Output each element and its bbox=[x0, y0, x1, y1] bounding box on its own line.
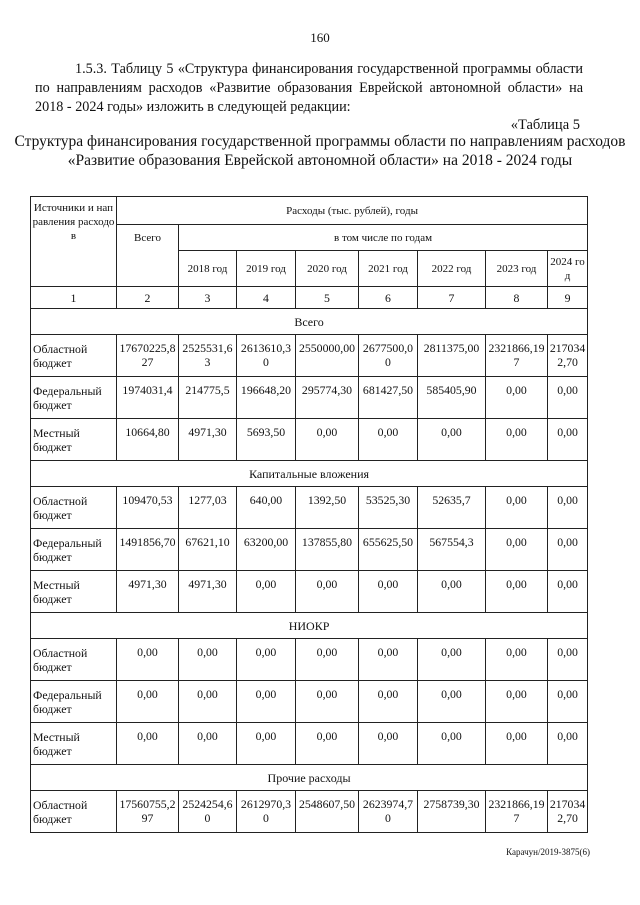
value-cell: 0,00 bbox=[486, 487, 548, 529]
table-row bbox=[31, 723, 588, 765]
column-number: 4 bbox=[237, 287, 296, 309]
page-number: 160 bbox=[310, 30, 330, 45]
section-title: Всего bbox=[31, 309, 588, 335]
value-cell: 1392,50 bbox=[296, 487, 359, 529]
value-cell: 655625,50 bbox=[359, 529, 418, 571]
value-cell: 4971,30 bbox=[117, 571, 179, 613]
section-row bbox=[31, 765, 588, 791]
document-footer: Карачун/2019-3875(6) bbox=[506, 847, 590, 857]
value-cell: 0,00 bbox=[359, 681, 418, 723]
source-cell: Областной бюджет bbox=[31, 791, 117, 833]
value-cell: 0,00 bbox=[296, 639, 359, 681]
source-cell: Федеральный бюджет bbox=[31, 529, 117, 571]
column-number: 6 bbox=[359, 287, 418, 309]
value-cell: 1491856,70 bbox=[117, 529, 179, 571]
value-cell: 0,00 bbox=[117, 723, 179, 765]
value-cell: 214775,5 bbox=[179, 377, 237, 419]
value-cell: 2321866,197 bbox=[486, 335, 548, 377]
source-cell: Местный бюджет bbox=[31, 419, 117, 461]
column-number: 2 bbox=[117, 287, 179, 309]
value-cell: 0,00 bbox=[237, 723, 296, 765]
value-cell: 1277,03 bbox=[179, 487, 237, 529]
value-cell: 0,00 bbox=[117, 639, 179, 681]
value-cell: 0,00 bbox=[486, 419, 548, 461]
value-cell: 567554,3 bbox=[418, 529, 486, 571]
column-number: 9 bbox=[548, 287, 588, 309]
year-header: 2019 год bbox=[237, 251, 296, 287]
value-cell: 0,00 bbox=[296, 723, 359, 765]
value-cell: 63200,00 bbox=[237, 529, 296, 571]
value-cell: 0,00 bbox=[237, 571, 296, 613]
section-title: Капитальные вложения bbox=[31, 461, 588, 487]
source-cell: Местный бюджет bbox=[31, 571, 117, 613]
value-cell: 53525,30 bbox=[359, 487, 418, 529]
table-row bbox=[31, 529, 588, 571]
value-cell: 2758739,30 bbox=[418, 791, 486, 833]
value-cell: 10664,80 bbox=[117, 419, 179, 461]
value-cell: 585405,90 bbox=[418, 377, 486, 419]
value-cell: 0,00 bbox=[548, 723, 588, 765]
value-cell: 0,00 bbox=[486, 681, 548, 723]
value-cell: 196648,20 bbox=[237, 377, 296, 419]
value-cell: 67621,10 bbox=[179, 529, 237, 571]
value-cell: 2321866,197 bbox=[486, 791, 548, 833]
column-number: 1 bbox=[31, 287, 117, 309]
table-caption: Структура финансирования государственной программы области по направлениям расходов «Развитие образования Еврейской автономной области» на 2018 - 2024 годы bbox=[14, 133, 626, 169]
year-header: 2024 год bbox=[548, 251, 588, 287]
section-row bbox=[31, 613, 588, 639]
value-cell: 17670225,827 bbox=[117, 335, 179, 377]
table-row bbox=[31, 791, 588, 833]
year-header: 2023 год bbox=[486, 251, 548, 287]
source-cell: Федеральный бюджет bbox=[31, 681, 117, 723]
value-cell: 5693,50 bbox=[237, 419, 296, 461]
value-cell: 17560755,297 bbox=[117, 791, 179, 833]
column-number: 7 bbox=[418, 287, 486, 309]
value-cell: 0,00 bbox=[548, 377, 588, 419]
table-row bbox=[31, 571, 588, 613]
year-header: 2018 год bbox=[179, 251, 237, 287]
source-cell: Федеральный бюджет bbox=[31, 377, 117, 419]
value-cell: 0,00 bbox=[359, 639, 418, 681]
value-cell: 0,00 bbox=[418, 571, 486, 613]
value-cell: 0,00 bbox=[359, 419, 418, 461]
section-row bbox=[31, 461, 588, 487]
value-cell: 137855,80 bbox=[296, 529, 359, 571]
value-cell: 2613610,30 bbox=[237, 335, 296, 377]
value-cell: 0,00 bbox=[296, 681, 359, 723]
year-header: 2021 год bbox=[359, 251, 418, 287]
section-title: НИОКР bbox=[31, 613, 588, 639]
section-row bbox=[31, 309, 588, 335]
value-cell: 2548607,50 bbox=[296, 791, 359, 833]
value-cell: 681427,50 bbox=[359, 377, 418, 419]
value-cell: 2612970,30 bbox=[237, 791, 296, 833]
value-cell: 0,00 bbox=[296, 419, 359, 461]
value-cell: 2623974,70 bbox=[359, 791, 418, 833]
source-cell: Областной бюджет bbox=[31, 487, 117, 529]
value-cell: 0,00 bbox=[179, 639, 237, 681]
value-cell: 295774,30 bbox=[296, 377, 359, 419]
value-cell: 0,00 bbox=[548, 571, 588, 613]
table-row bbox=[31, 377, 588, 419]
source-cell: Областной бюджет bbox=[31, 335, 117, 377]
value-cell: 0,00 bbox=[359, 723, 418, 765]
value-cell: 2677500,00 bbox=[359, 335, 418, 377]
value-cell: 0,00 bbox=[237, 681, 296, 723]
table-row bbox=[31, 681, 588, 723]
source-cell: Областной бюджет bbox=[31, 639, 117, 681]
value-cell: 2170342,70 bbox=[548, 791, 588, 833]
value-cell: 640,00 bbox=[237, 487, 296, 529]
value-cell: 0,00 bbox=[179, 723, 237, 765]
value-cell: 0,00 bbox=[296, 571, 359, 613]
financing-table bbox=[30, 196, 588, 833]
section-title: Прочие расходы bbox=[31, 765, 588, 791]
value-cell: 52635,7 bbox=[418, 487, 486, 529]
column-number: 3 bbox=[179, 287, 237, 309]
column-number: 8 bbox=[486, 287, 548, 309]
value-cell: 0,00 bbox=[486, 529, 548, 571]
value-cell: 0,00 bbox=[548, 419, 588, 461]
source-cell: Местный бюджет bbox=[31, 723, 117, 765]
value-cell: 0,00 bbox=[418, 681, 486, 723]
value-cell: 2524254,60 bbox=[179, 791, 237, 833]
table-row bbox=[31, 419, 588, 461]
value-cell: 0,00 bbox=[486, 377, 548, 419]
year-header: 2022 год bbox=[418, 251, 486, 287]
table-row bbox=[31, 639, 588, 681]
table-row bbox=[31, 335, 588, 377]
value-cell: 1974031,4 bbox=[117, 377, 179, 419]
value-cell: 4971,30 bbox=[179, 571, 237, 613]
value-cell: 4971,30 bbox=[179, 419, 237, 461]
value-cell: 0,00 bbox=[548, 487, 588, 529]
value-cell: 0,00 bbox=[418, 723, 486, 765]
value-cell: 2550000,00 bbox=[296, 335, 359, 377]
value-cell: 0,00 bbox=[117, 681, 179, 723]
value-cell: 0,00 bbox=[548, 681, 588, 723]
column-number: 5 bbox=[296, 287, 359, 309]
value-cell: 0,00 bbox=[418, 419, 486, 461]
value-cell: 0,00 bbox=[237, 639, 296, 681]
source-header: Источники и направления расходов bbox=[31, 197, 117, 287]
value-cell: 0,00 bbox=[548, 639, 588, 681]
value-cell: 0,00 bbox=[359, 571, 418, 613]
table-row bbox=[31, 487, 588, 529]
expenses-header: Расходы (тыс. рублей), годы bbox=[117, 197, 588, 225]
value-cell: 0,00 bbox=[548, 529, 588, 571]
value-cell: 2811375,00 bbox=[418, 335, 486, 377]
total-header: Всего bbox=[117, 225, 179, 287]
value-cell: 0,00 bbox=[179, 681, 237, 723]
table-label: «Таблица 5 bbox=[510, 117, 580, 133]
value-cell: 0,00 bbox=[486, 571, 548, 613]
value-cell: 0,00 bbox=[486, 639, 548, 681]
value-cell: 2170342,70 bbox=[548, 335, 588, 377]
value-cell: 2525531,63 bbox=[179, 335, 237, 377]
value-cell: 0,00 bbox=[486, 723, 548, 765]
value-cell: 109470,53 bbox=[117, 487, 179, 529]
year-header: 2020 год bbox=[296, 251, 359, 287]
amendment-paragraph: 1.5.3. Таблицу 5 «Структура финансирования государственной программы области по направлениям расходов «Развитие образования Еврейской автономной области» на 2018 - 2024 годы» изложить в следующей редакции: bbox=[35, 61, 583, 115]
value-cell: 0,00 bbox=[418, 639, 486, 681]
by-year-header: в том числе по годам bbox=[179, 225, 588, 251]
